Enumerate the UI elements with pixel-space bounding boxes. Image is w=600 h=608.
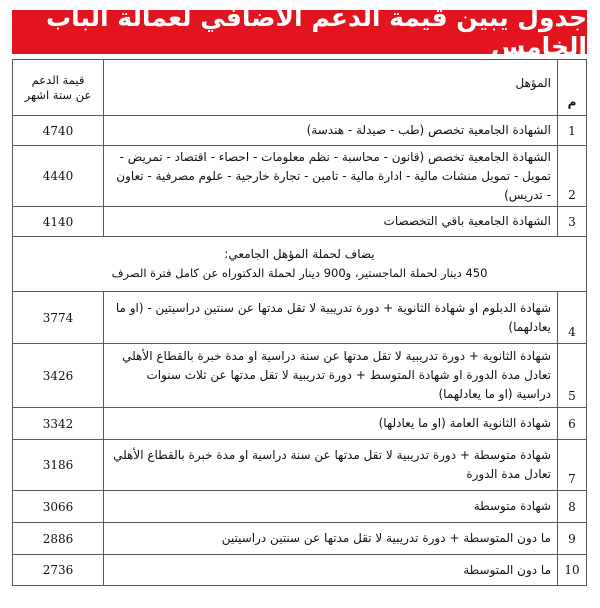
table-row <box>13 440 587 491</box>
table-row <box>13 555 587 586</box>
row-qualification: الشهادة الجامعية باقي التخصصات <box>104 207 558 237</box>
row-qualification: ما دون المتوسطة + دورة تدريبية لا تقل مدتها عن سنتين دراسيتين <box>104 523 558 555</box>
row-qualification: الشهادة الجامعية تخصص (قانون - محاسبة - نظم معلومات - احصاء - اقتصاد - تمريض - تمويل - تمويل منشات مالية - ادارة مالية - تامين - تجارة خارجية - علوم مصرفية - تعاون - تدريس) <box>104 146 558 207</box>
row-value: 4440 <box>13 146 104 207</box>
row-value: 3426 <box>13 344 104 408</box>
row-value: 4140 <box>13 207 104 237</box>
table-row <box>13 344 587 408</box>
row-num: 10 <box>558 555 587 586</box>
row-qualification: ما دون المتوسطة <box>104 555 558 586</box>
header-num: م <box>558 60 587 116</box>
row-num: 2 <box>558 146 587 207</box>
row-value: 2736 <box>13 555 104 586</box>
header-support-value <box>13 60 104 116</box>
table-row <box>13 523 587 555</box>
row-qualification: شهادة متوسطة + دورة تدريبية لا تقل مدتها عن سنة دراسية او مدة خبرة بالقطاع الأهلي تعادل مدة الدورة <box>104 440 558 491</box>
support-table <box>12 59 587 586</box>
row-value: 3774 <box>13 292 104 344</box>
header-support-line2: عن ستة اشهر <box>24 87 92 102</box>
row-num: 8 <box>558 491 587 523</box>
row-qualification: شهادة الدبلوم او شهادة الثانوية + دورة تدريبية لا تقل مدتها عن سنتين دراسيتين - (او ما يعادلهما) <box>104 292 558 344</box>
row-value: 3342 <box>13 408 104 440</box>
row-num: 6 <box>558 408 587 440</box>
row-qualification: شهادة متوسطة <box>104 491 558 523</box>
note-line2: 450 دينار لحملة الماجستير، و900 دينار لحملة الدكتوراه عن كامل فترة الصرف <box>111 266 488 280</box>
note-cell <box>13 237 587 292</box>
row-num: 3 <box>558 207 587 237</box>
row-num: 9 <box>558 523 587 555</box>
row-value: 4740 <box>13 116 104 146</box>
row-qualification: الشهادة الجامعية تخصص (طب - صيدلة - هندسة) <box>104 116 558 146</box>
table-row <box>13 146 587 207</box>
table-row <box>13 207 587 237</box>
row-num: 7 <box>558 440 587 491</box>
row-qualification: شهادة الثانوية العامة (او ما يعادلها) <box>104 408 558 440</box>
row-value: 3066 <box>13 491 104 523</box>
table-header-row <box>13 60 587 116</box>
table-row <box>13 491 587 523</box>
table-row <box>13 292 587 344</box>
header-qualification: المؤهل <box>104 60 558 116</box>
row-num: 1 <box>558 116 587 146</box>
row-num: 5 <box>558 344 587 408</box>
note-line1: يضاف لحملة المؤهل الجامعي: <box>224 247 375 261</box>
header-support-line1: قيمة الدعم <box>31 72 85 87</box>
page-title: جدول يبين قيمة الدعم الاضافي لعمالة الباب الخامس <box>12 10 587 54</box>
table-row <box>13 408 587 440</box>
row-qualification: شهادة الثانوية + دورة تدريبية لا تقل مدتها عن سنة دراسية او مدة خبرة بالقطاع الأهلي تعادل مدة الدورة او شهادة المتوسط + دورة تدريبية لا تقل مدتها عن ثلاث سنوات دراسية (او ما يعادلهما) <box>104 344 558 408</box>
row-num: 4 <box>558 292 587 344</box>
row-value: 3186 <box>13 440 104 491</box>
table-note-row <box>13 237 587 292</box>
table-row <box>13 116 587 146</box>
row-value: 2886 <box>13 523 104 555</box>
